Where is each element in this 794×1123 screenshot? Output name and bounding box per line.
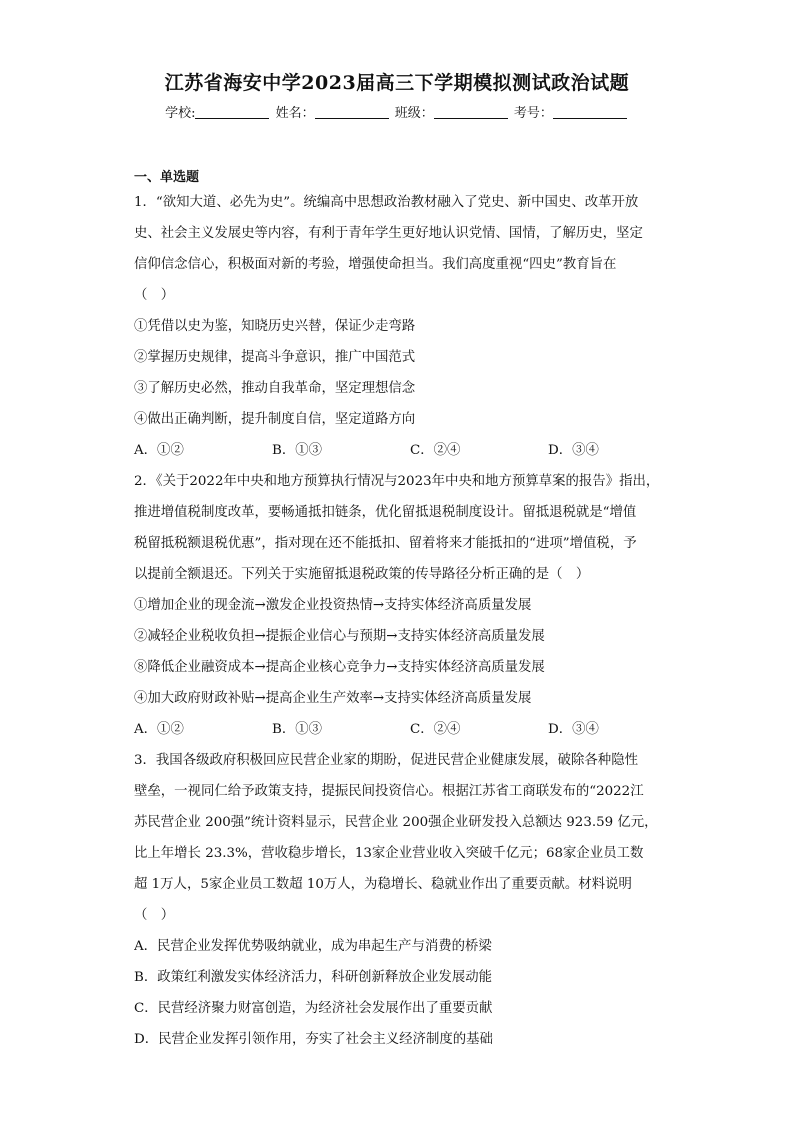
option-c[interactable]: C．②④ (410, 443, 461, 458)
question-stem-line: 2．《关于2022年中央和地方预算执行情况与2023年中央和地方预算草案的报告》指出， (134, 474, 660, 489)
statement-item: ②减轻企业税收负担→提振企业信心与预期→支持实体经济高质量发展 (134, 629, 545, 644)
question-stem-line: 史、社会主义发展史等内容，有利于青年学生更好地认识党情、国情，了解历史，坚定 (134, 226, 643, 241)
answer-options (134, 435, 664, 466)
student-info-row (0, 102, 794, 121)
answer-bracket: （ ） (134, 288, 175, 303)
question-stem-line: 以提前全额退还。下列关于实施留抵退税政策的传导路径分析正确的是（ ） (134, 567, 590, 582)
option-c[interactable]: C．②④ (410, 722, 461, 737)
option-c[interactable]: C．民营经济聚力财富创造，为经济社会发展作出了重要贡献 (134, 1001, 493, 1016)
school-blank[interactable] (195, 105, 269, 119)
answer-bracket: （ ） (134, 908, 175, 923)
question-2 (134, 466, 664, 745)
option-b[interactable]: B．①③ (272, 722, 323, 737)
question-1 (134, 187, 664, 466)
class-label: 班级： (394, 106, 434, 121)
question-stem-line: 信仰信念信心，积极面对新的考验，增强使命担当。我们高度重视“四史”教育旨在 (134, 257, 617, 272)
question-stem-line: 税留抵税额退税优惠”，指对现在还不能抵扣、留着将来才能抵扣的“进项”增值税，予 (134, 536, 637, 551)
question-stem-line: 壁垒，一视同仁给予政策支持，提振民间投资信心。根据江苏省工商联发布的“2022江 (134, 784, 644, 799)
exam-no-label: 考号： (513, 106, 553, 121)
exam-no-blank[interactable] (553, 105, 627, 119)
statement-item: ④加大政府财政补贴→提高企业生产效率→支持实体经济高质量发展 (134, 691, 532, 706)
option-a[interactable]: A．①② (134, 722, 184, 737)
statement-item: ⑧降低企业融资成本→提高企业核心竞争力→支持实体经济高质量发展 (134, 660, 545, 675)
name-blank[interactable] (315, 105, 389, 119)
question-stem-line: 超 1万人，5家企业员工数超 10万人，为稳增长、稳就业作出了重要贡献。材料说明 (134, 877, 632, 892)
option-b[interactable]: B．①③ (272, 443, 323, 458)
class-blank[interactable] (434, 105, 508, 119)
school-label: 学校: (165, 106, 196, 121)
statement-item: ③了解历史必然，推动自我革命，坚定理想信念 (134, 381, 416, 396)
section-title: 一、单选题 (134, 170, 200, 185)
answer-options (134, 714, 664, 745)
statement-item: ①增加企业的现金流→激发企业投资热情→支持实体经济高质量发展 (134, 598, 532, 613)
question-3 (134, 745, 664, 1055)
option-b[interactable]: B．政策红利激发实体经济活力，科研创新释放企业发展动能 (134, 970, 492, 985)
option-d[interactable]: D．③④ (548, 443, 599, 458)
name-label: 姓名： (275, 106, 315, 121)
option-d[interactable]: D．③④ (548, 722, 599, 737)
question-stem-line: 苏民营企业 200强”统计资料显示，民营企业 200强企业研发投入总额达 923.59 亿元， (134, 815, 658, 830)
statement-item: ②掌握历史规律，提高斗争意识，推广中国范式 (134, 350, 416, 365)
option-a[interactable]: A．民营企业发挥优势吸纳就业，成为串起生产与消费的桥梁 (134, 939, 492, 954)
question-stem-line: 1．“欲知大道、必先为史”。统编高中思想政治教材融入了党史、新中国史、改革开放 (134, 195, 639, 210)
question-stem-line: 推进增值税制度改革，要畅通抵扣链条，优化留抵退税制度设计。留抵退税就是“增值 (134, 505, 637, 520)
option-d[interactable]: D．民营企业发挥引领作用，夯实了社会主义经济制度的基础 (134, 1032, 493, 1047)
page-title: 江苏省海安中学2023届高三下学期模拟测试政治试题 (164, 72, 630, 94)
question-stem-line: 比上年增长 23.3%，营收稳步增长，13家企业营业收入突破千亿元；68家企业员工数 (134, 846, 644, 861)
statement-item: ④做出正确判断，提升制度自信，坚定道路方向 (134, 412, 416, 427)
question-list (134, 187, 664, 1055)
statement-item: ①凭借以史为鉴，知晓历史兴替，保证少走弯路 (134, 319, 416, 334)
question-stem-line: 3．我国各级政府积极回应民营企业家的期盼，促进民营企业健康发展，破除各种隐性 (134, 753, 638, 768)
option-a[interactable]: A．①② (134, 443, 184, 458)
